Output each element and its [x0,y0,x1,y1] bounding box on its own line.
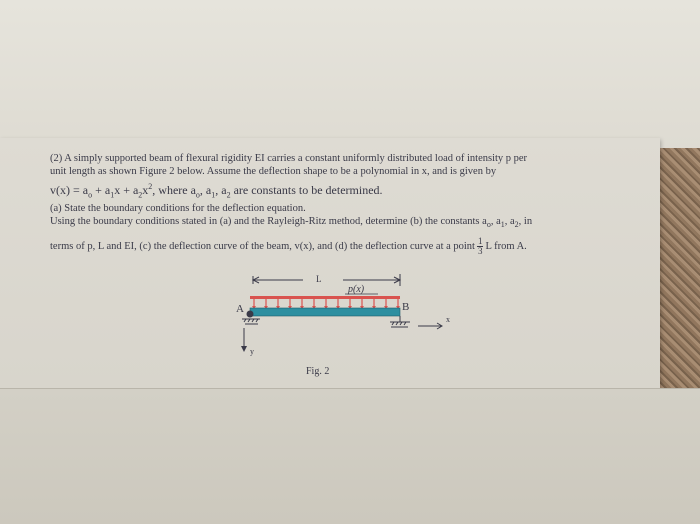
load-label: p(x) [348,284,365,295]
length-label: L [316,274,322,284]
problem-statement [50,153,610,256]
part-a-text: (a) State the boundary conditions for the deflection equation. [50,203,306,215]
label-x: x [446,315,450,324]
rayleigh-ritz-line: Using the boundary conditions stated in (a) and the Rayleigh-Ritz method, determine (b) the constants $a_o$, $a_1$, $a_2$, in [50,215,533,229]
problem-line-1: (2) A simply supported beam of flexural rigidity EI carries a constant uniformly distributed load of intensity p per [50,153,528,164]
background-paper [0,0,700,150]
problem-line-2: unit length as shown Figure 2 below. Assume the deflection shape to be a polynomial in x, and is given by [50,165,497,177]
beam [250,308,400,316]
label-y: y [250,347,254,356]
distributed-load [250,296,400,309]
beam-figure [228,270,468,360]
label-a: A [236,303,244,315]
deflection-equation: $v(x) = a_o + a_1x + a_2x^2$, where $a_o$, $a_1$, $a_2$ are constants to be determined. [50,182,383,200]
lower-paper [0,388,700,524]
figure-caption: Fig. 2 [306,366,330,377]
label-b: B [402,301,410,313]
terms-line: terms of p, L and EI, (c) the deflection curve of the beam, v(x), and (d) the deflection curve at a point $\frac{1}{3}$ L from A. [50,236,527,257]
x-axis-arrow [418,323,442,329]
carpet-background [656,148,700,388]
support-b [390,316,410,327]
y-axis-arrow [241,328,247,352]
one-third-fraction: $\frac{1}{3}$ [477,236,483,257]
length-dimension [253,274,400,286]
